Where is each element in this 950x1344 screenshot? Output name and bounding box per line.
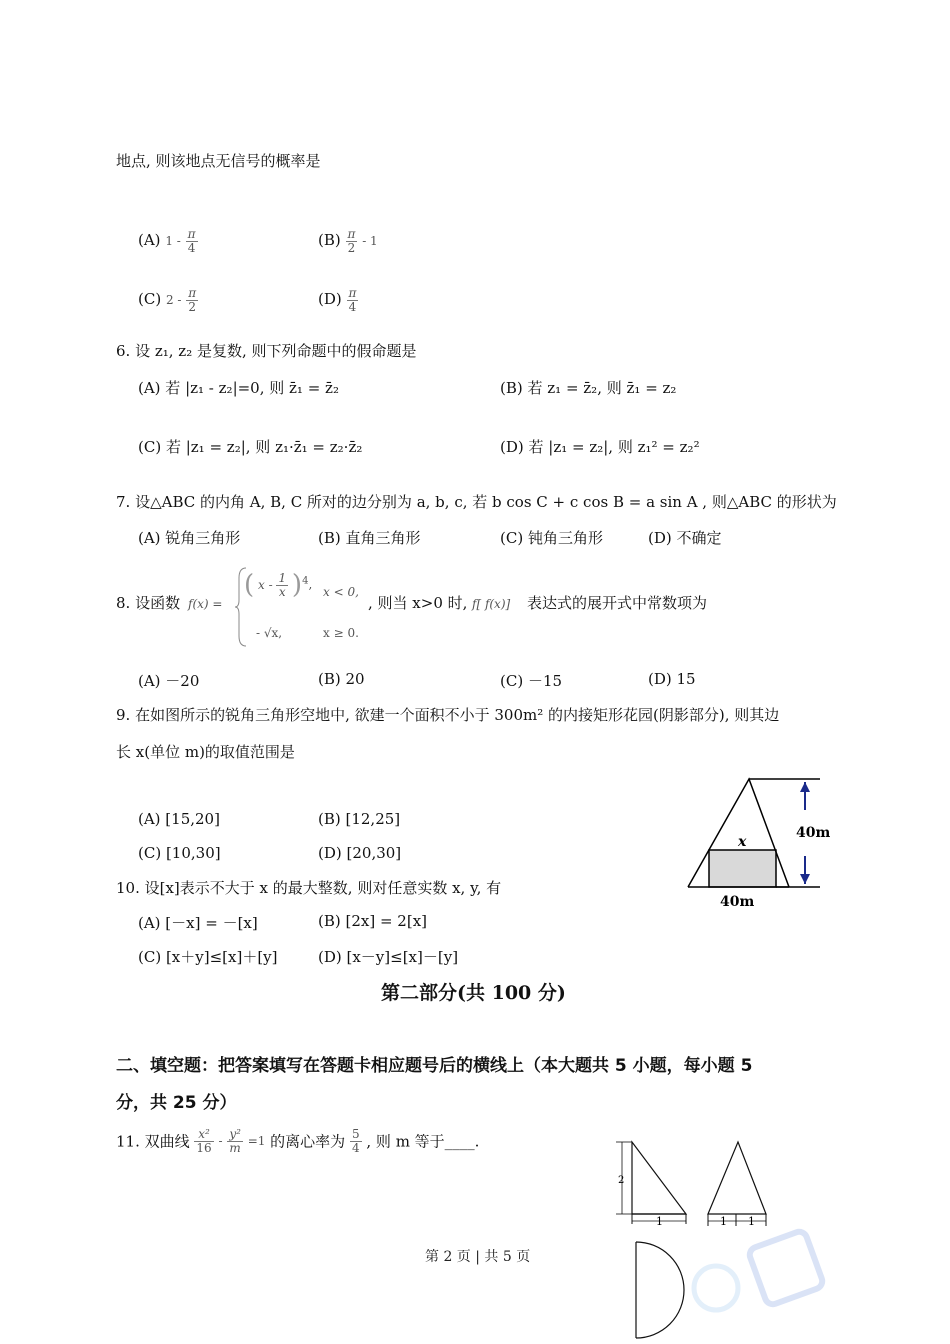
q5-option-a: (A) 1 - $\frac{\pi}{4}$ [138, 227, 196, 255]
expr: 1 - [165, 234, 181, 249]
section2-heading-line2: 分，共 25 分） [116, 1093, 237, 1113]
q9-triangle-figure [680, 770, 830, 915]
q6-option-c: (C) 若 |z₁ = z₂|, 则 z₁·z̄₁ = z₂·z̄₂ [138, 438, 363, 456]
q10-option-c: (C) [x＋y]≤[x]＋[y] [138, 948, 278, 966]
q10-option-b: (B) [2x] = 2[x] [318, 912, 428, 930]
q8-case1-cond: x < 0, [323, 585, 359, 599]
width-dimension: 1 [748, 1215, 755, 1228]
q9-option-c: (C) [10,30] [138, 844, 221, 862]
q8-ffx: f[ f(x)] [472, 597, 511, 611]
q9-option-a: (A) [15,20] [138, 810, 220, 828]
three-view-figure [606, 1128, 826, 1344]
q10-stem: 10. 设[x]表示不大于 x 的最大整数, 则对任意实数 x, y, 有 [116, 879, 502, 897]
page-footer: 第 2 页 | 共 5 页 [425, 1249, 531, 1265]
q8-option-c: (C) －15 [500, 672, 563, 690]
expr: - 1 [362, 234, 378, 249]
q7-option-c: (C) 钝角三角形 [500, 529, 603, 547]
option-label: (C) [138, 290, 162, 309]
q8-option-b: (B) 20 [318, 670, 365, 688]
q5-option-b: (B) $\frac{\pi}{2}$ - 1 [318, 227, 378, 255]
width-dimension: 1 [656, 1215, 663, 1228]
q9-stem-line1: 9. 在如图所示的锐角三角形空地中, 欲建一个面积不小于 300m² 的内接矩形花园(阴影部分), 则其边 [116, 706, 780, 724]
part2-title: 第二部分(共 100 分) [381, 982, 566, 1004]
q9-stem-line2: 长 x(单位 m)的取值范围是 [116, 743, 295, 761]
fig-height-label: 40m [796, 825, 830, 841]
option-label: (D) [318, 290, 342, 309]
q8-option-d: (D) 15 [648, 670, 696, 688]
q8-case2-expr: - √x, [256, 626, 283, 640]
q8-fx: f(x) = [188, 597, 223, 611]
width-dimension: 1 [720, 1215, 727, 1228]
q6-stem: 6. 设 z₁, z₂ 是复数, 则下列命题中的假命题是 [116, 342, 417, 360]
q9-option-b: (B) [12,25] [318, 810, 401, 828]
q8-case2-cond: x ≥ 0. [323, 626, 359, 640]
q5-option-d: (D) $\frac{\pi}{4}$ [318, 286, 357, 314]
q7-stem: 7. 设△ABC 的内角 A, B, C 所对的边分别为 a, b, c, 若 b cos C + c cos B = a sin A , 则△ABC 的形状为 [116, 493, 837, 511]
expr: 2 - [165, 293, 182, 308]
q8-option-a: (A) －20 [138, 672, 200, 690]
q7-option-d: (D) 不确定 [648, 529, 722, 547]
option-label: (A) [138, 231, 161, 250]
q7-option-b: (B) 直角三角形 [318, 529, 421, 547]
q10-option-a: (A) [－x] = －[x] [138, 914, 258, 932]
q5-stem-tail: 地点, 则该地点无信号的概率是 [116, 152, 321, 170]
q9-option-d: (D) [20,30] [318, 844, 402, 862]
height-dimension: 2 [618, 1175, 625, 1186]
q6-option-d: (D) 若 |z₁ = z₂|, 则 z₁² = z₂² [500, 438, 700, 456]
q8-stem-pre: 8. 设函数 [116, 594, 181, 612]
q11: 11. 双曲线 $\frac{\text{x²}}{16}$ - $\frac{\text{y²}}{m}$ =1 的离心率为 $\frac{5}{4}$ , 则 m 等于____. [116, 1127, 480, 1155]
q7-option-a: (A) 锐角三角形 [138, 529, 241, 547]
q5-option-c: (C) 2 - $\frac{\pi}{2}$ [138, 286, 197, 314]
q8-case1-expr: ( x - $\frac{1}{x}$ )$^4$, [244, 570, 313, 600]
watermark-logo [694, 1230, 824, 1310]
q6-option-a: (A) 若 |z₁ - z₂|=0, 则 z̄₁ = z̄₂ [138, 379, 339, 397]
fig-x-label: x [738, 834, 747, 850]
q8-stem-mid: , 则当 x>0 时, [368, 594, 468, 612]
option-label: (B) [318, 231, 341, 250]
q10-option-d: (D) [x－y]≤[x]－[y] [318, 948, 459, 966]
q6-option-b: (B) 若 z₁ = z̄₂, 则 z̄₁ = z₂ [500, 379, 677, 397]
section2-heading-line1: 二、填空题：把答案填写在答题卡相应题号后的横线上（本大题共 5 小题，每小题 5 [116, 1056, 753, 1076]
fig-base-label: 40m [720, 894, 755, 910]
q8-stem-post: 表达式的展开式中常数项为 [527, 594, 708, 612]
garden-rectangle [709, 850, 776, 887]
